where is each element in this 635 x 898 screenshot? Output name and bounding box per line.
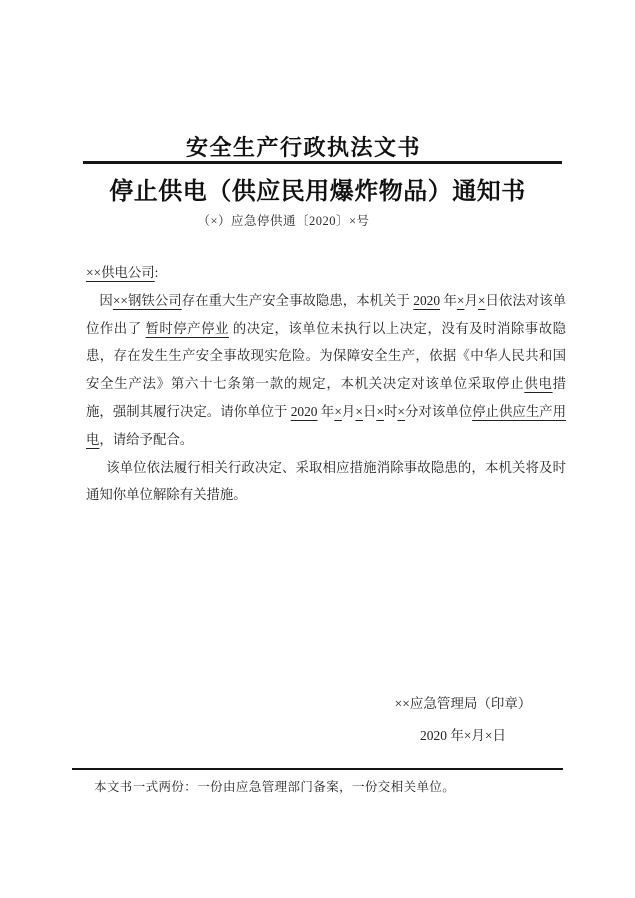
recipient-salutation: ××供电公司: bbox=[86, 265, 159, 280]
footer-divider bbox=[72, 768, 563, 770]
body-paragraph-2: 该单位依法履行相关行政决定、采取相应措施消除事故隐患的，本机关将及时通知你单位解除有关措施。 bbox=[86, 459, 566, 503]
footer-note: 本文书一式两份：一份由应急管理部门备案，一份交相关单位。 bbox=[94, 780, 456, 794]
doc-title: 停止供电（供应民用爆炸物品）通知书 bbox=[109, 179, 526, 205]
doc-number: （×）应急停供通〔2020〕×号 bbox=[197, 214, 370, 228]
signature-date: 2020 年×月×日 bbox=[419, 728, 507, 743]
doc-category-title: 安全生产行政执法文书 bbox=[185, 135, 421, 160]
header-double-rule bbox=[83, 161, 562, 164]
signature-block bbox=[365, 688, 561, 752]
body-paragraph-1: 因××钢铁公司存在重大生产安全事故隐患，本机关于 2020 年×月×日依法对该单位作出了 暂时停产停业 的决定，该单位未执行以上决定，没有及时消除事故隐患，存在发生生产安全事故现实危险。为保障安全生产，依据《中华人民共和国安全生产法》第六十七条第一款的规定，本机关决定对该单位采取停止供电措施，强制其履行决定。请你单位于 2020 年×月×日×时×分对该单位停止供应生产用电，请给予配合。 bbox=[86, 292, 567, 447]
signature-authority: ××应急管理局（印章） bbox=[394, 696, 532, 711]
document-body bbox=[86, 259, 566, 509]
